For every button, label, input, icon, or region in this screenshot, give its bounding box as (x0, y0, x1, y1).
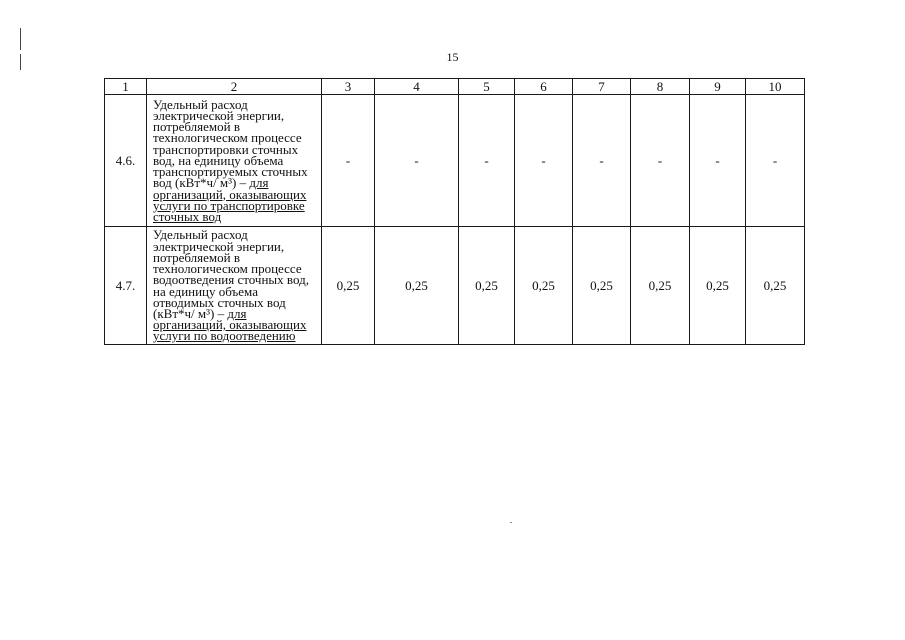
row-description (147, 95, 322, 227)
cell-value: 0,25 (746, 227, 805, 345)
cell-value: 0,25 (573, 227, 631, 345)
cell-value: - (375, 95, 459, 227)
scan-speck (510, 522, 512, 523)
column-header: 8 (631, 79, 690, 95)
margin-mark (20, 28, 21, 50)
column-header: 6 (515, 79, 573, 95)
cell-value: - (573, 95, 631, 227)
column-header: 1 (105, 79, 147, 95)
cell-value: 0,25 (459, 227, 515, 345)
cell-value: 0,25 (631, 227, 690, 345)
cell-value: - (515, 95, 573, 227)
table-row (105, 227, 805, 345)
row-index: 4.7. (105, 227, 147, 345)
cell-value: 0,25 (375, 227, 459, 345)
cell-value: 0,25 (515, 227, 573, 345)
column-header: 10 (746, 79, 805, 95)
cell-value: 0,25 (322, 227, 375, 345)
row-description (147, 227, 322, 345)
data-table (104, 78, 805, 345)
cell-value: - (631, 95, 690, 227)
cell-value: - (459, 95, 515, 227)
column-header: 4 (375, 79, 459, 95)
cell-value: - (322, 95, 375, 227)
description-underlined-text: для организаций, оказывающих услуги по водоотведению (153, 305, 307, 344)
column-header: 7 (573, 79, 631, 95)
column-header: 2 (147, 79, 322, 95)
cell-value: 0,25 (690, 227, 746, 345)
cell-value: - (746, 95, 805, 227)
table-header-row (105, 79, 805, 95)
column-header: 5 (459, 79, 515, 95)
page-number: 15 (446, 50, 459, 64)
cell-value: - (690, 95, 746, 227)
column-header: 3 (322, 79, 375, 95)
row-index: 4.6. (105, 95, 147, 227)
table-row (105, 95, 805, 227)
description-text: Удельный расход электрической энергии, потребляемой в технологическом процессе водоотведения сточных вод, на единицу объема отводимых сточных вод (кВт*ч/ м³) – (153, 227, 309, 321)
description-underlined-text: для организаций, оказывающих услуги по транспортировке сточных вод (153, 175, 307, 224)
column-header: 9 (690, 79, 746, 95)
description-text: Удельный расход электрической энергии, потребляемой в технологическом процессе транспортировки сточных вод, на единицу объема транспортируемых сточных вод (кВт*ч/ м³) – (153, 96, 308, 191)
